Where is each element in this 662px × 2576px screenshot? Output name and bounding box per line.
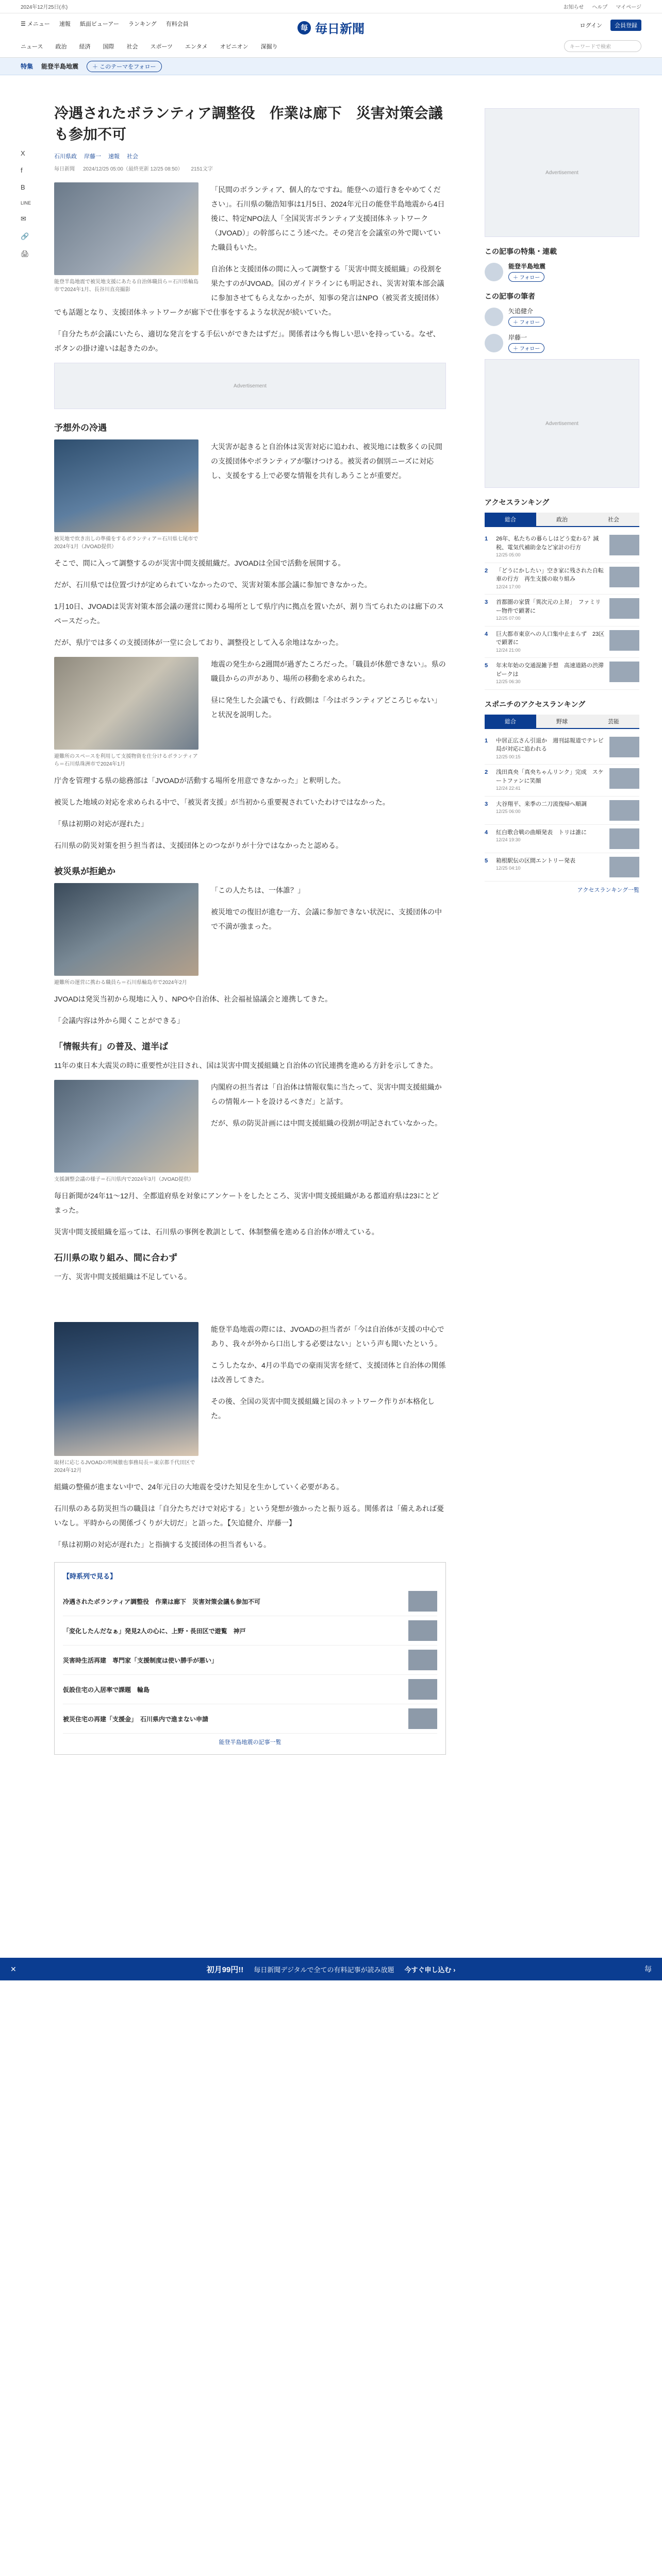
- photo-caption: 避難所のスペースを利用して支援物資を仕分けるボランティアら＝石川県珠洲市で2024年1月: [54, 754, 198, 768]
- byline-tag[interactable]: 石川県政: [54, 154, 77, 160]
- nav-item[interactable]: 深掘り: [260, 43, 278, 50]
- article-paragraph: 毎日新聞が24年11〜12月、全都道府県を対象にアンケートをしたところ、災害中間支援組織がある都道府県は23にとどまった。: [54, 1192, 439, 1215]
- nav-item[interactable]: 政治: [55, 43, 67, 50]
- article-paragraph: 「県は初期の対応が遅れた」と指摘する支援団体の担当者もいる。: [54, 1540, 271, 1549]
- facebook-share-icon[interactable]: f: [21, 166, 23, 174]
- photo-caption: 被災地で炊き出しの準備をするボランティア＝石川県七尾市で2024年1月（JVOAD提供）: [54, 536, 198, 550]
- article-paragraph: 「自分たちが会議にいたら、適切な発言をする手伝いができたはずだ」。関係者は今も悔しい思いを持っている。なぜ、ボタンの掛け違いは起きたのか。: [54, 330, 440, 353]
- banner-price: 初月99円!!: [206, 1965, 244, 1974]
- topic-thumb: [485, 263, 503, 281]
- byline: [54, 152, 446, 160]
- nav-link[interactable]: 有料会員: [166, 21, 189, 27]
- nav-item[interactable]: スポーツ: [150, 43, 173, 50]
- ranking-thumb: [609, 737, 639, 757]
- series-title: 【時系列で見る】: [63, 1572, 117, 1581]
- print-icon[interactable]: 🖨: [21, 250, 29, 258]
- article-paragraph: 「民間のボランティア、個人的なですね。能登への道行きをやめてください」。石川県の馳浩知事は1月5日、2024年元日の能登半島地震から4日後に、特定NPO法人「全国災害ボランティア支援団体ネットワーク（JVOAD）」の幹部らにこう述べた。その発言を会議室の外で聞いていた職員もいた。: [211, 185, 445, 252]
- article-paragraph: 石川県のある防災担当の職員は「自分たちだけで対応する」という発想が強かったと振り返る。関係者は「備えあれば憂いなし。平時からの関係づくりが大切だ」と語った。【矢追健介、岸藤一】: [54, 1504, 444, 1528]
- ranking-thumb: [609, 800, 639, 821]
- series-item[interactable]: 仮設住宅の入居率で課題 輪島: [63, 1675, 437, 1704]
- ranking-thumb: [609, 662, 639, 682]
- close-icon[interactable]: ✕: [10, 1964, 16, 1973]
- nav-item[interactable]: 社会: [126, 43, 138, 50]
- nav-item[interactable]: 経済: [79, 43, 91, 50]
- sports-ranking-heading: スポニチのアクセスランキング: [485, 700, 586, 708]
- article-photo[interactable]: [54, 657, 198, 750]
- topbar-link[interactable]: マイページ: [616, 5, 641, 10]
- series-item[interactable]: 冷遇されたボランティア調整役 作業は廊下 災害対策会議も参加不可: [63, 1587, 437, 1616]
- avatar: [485, 334, 503, 352]
- char-count: 2151文字: [191, 166, 213, 173]
- article-paragraph: 「この人たちは、一体誰？」: [211, 886, 305, 895]
- ranking-item[interactable]: 3 首都圏の家賃「異次元の上昇」 ファミリー物件で顕著に 12/25 07:00: [485, 595, 639, 626]
- series-item[interactable]: 災害時生活再建 専門家「支援制度は使い勝手が悪い」: [63, 1646, 437, 1675]
- article-main: [54, 103, 446, 1755]
- hamburger-icon: ☰: [21, 21, 26, 27]
- section-heading: 石川県の取り組み、間に合わず: [54, 1253, 178, 1263]
- nav-item[interactable]: ニュース: [21, 43, 43, 50]
- tab-society[interactable]: 社会: [588, 513, 639, 526]
- ranking-item[interactable]: 2 浅田真央「真央ちゃんリンク」完成 スケートファンに笑顔 12/24 22:41: [485, 765, 639, 796]
- article-paragraph: JVOADは発災当初から現地に入り、NPOや自治体、社会福祉協議会と連携してきた。: [54, 995, 333, 1004]
- article-paragraph: 石川県の防災対策を担う担当者は、支援団体とのつながりが十分ではなかったと認める。: [54, 841, 343, 850]
- article-paragraph: 庁舎を管理する県の総務部は「JVOADが活動する場所を用意できなかった」と釈明した。: [54, 776, 345, 785]
- ranking-more-link[interactable]: アクセスランキング一覧: [577, 887, 639, 893]
- byline-tag[interactable]: 速報: [108, 154, 120, 160]
- topbar-link[interactable]: ヘルプ: [592, 5, 608, 10]
- series-thumb: [408, 1591, 437, 1612]
- nav-item[interactable]: 国際: [103, 43, 114, 50]
- series-thumb: [408, 1679, 437, 1700]
- article-paragraph: 内閣府の担当者は「自治体は情報収集に当たって、災害中間支援組織からの情報ルートを設けるべきだ」と話す。: [211, 1083, 442, 1106]
- feature-bar: [0, 58, 662, 75]
- series-more-link[interactable]: 能登半島地震の記事一覧: [219, 1739, 282, 1746]
- ranking-item[interactable]: 4 紅白歌合戦の曲順発表 トリは誰に 12/24 19:30: [485, 825, 639, 853]
- article-paragraph: 11年の東日本大震災の時に重要性が注目され、国は災害中間支援組織と自治体の官民連携を進める方針を示してきた。: [54, 1061, 438, 1070]
- section-heading: 予想外の冷遇: [54, 423, 107, 433]
- article-figure: [54, 1322, 198, 1475]
- banner-cta[interactable]: 今すぐ申し込む ›: [404, 1965, 456, 1974]
- top-utility-bar: [0, 0, 662, 13]
- search-input[interactable]: キーワードで検索: [564, 40, 641, 52]
- ranking-heading: アクセスランキング: [485, 498, 550, 506]
- ranking-item[interactable]: 2 「どうにかしたい」空き家に残された自転車の行方 再生支援の取り組み 12/24 17:00: [485, 563, 639, 595]
- ad-slot[interactable]: Advertisement: [485, 359, 639, 488]
- section-heading: 被災県が拒絶か: [54, 867, 115, 877]
- series-timeline: [54, 1562, 446, 1755]
- article-photo[interactable]: [54, 439, 198, 532]
- ad-slot[interactable]: Advertisement: [54, 363, 446, 409]
- nav-link[interactable]: 紙面ビューアー: [79, 21, 119, 27]
- article-paragraph: だが、県庁では多くの支援団体が一堂に会しており、調整役として入る余地はなかった。: [54, 638, 343, 647]
- tab-entertainment[interactable]: 芸能: [588, 715, 639, 728]
- mainichi-mark-icon: 毎: [644, 1965, 652, 1973]
- nav-link[interactable]: ランキング: [128, 21, 157, 27]
- ranking-item[interactable]: 3 大谷翔平、来季の二刀流復帰へ順調 12/25 06:00: [485, 796, 639, 825]
- article-paragraph: そこで、間に入って調整するのが災害中間支援組織だ。JVOADは全国で活動を展開する。: [54, 559, 345, 568]
- photo-caption: 避難所の運営に携わる職員ら＝石川県輪島市で2024年2月: [54, 980, 187, 986]
- banner-text: 毎日新聞デジタルで全ての有料記事が読み放題: [254, 1965, 394, 1974]
- follow-topic-button[interactable]: ＋ このテーマをフォロー: [87, 61, 162, 72]
- article-paragraph: 「会議内容は外から聞くことができる」: [54, 1016, 184, 1025]
- site-logo[interactable]: 毎 毎日新聞: [297, 19, 365, 37]
- follow-section-heading: この記事の特集・連載: [485, 247, 557, 256]
- photo-caption: 支援調整会議の様子＝石川県内で2024年3月（JVOAD提供）: [54, 1177, 194, 1183]
- byline-tag[interactable]: 社会: [127, 154, 138, 160]
- article-paragraph: 大災害が起きると自治体は災害対応に追われ、被災地には数多くの民間の支援団体やボランティアが駆けつける。被災者の個別ニーズに対応し、支援をする上で必要な情報を共有しあうことが重要だ。: [211, 443, 442, 480]
- tab-politics[interactable]: 政治: [536, 513, 588, 526]
- tab-baseball[interactable]: 野球: [536, 715, 588, 728]
- nav-item[interactable]: オピニオン: [220, 43, 249, 50]
- article-paragraph: 自治体と支援団体の間に入って調整する「災害中間支援組織」の役割を果たすのがJVOAD。国のガイドラインにも明記され、災害対策本部会議に参加させてもらえなかったが、知事の発言はNPO（被災者支援団体）でも話題となり、支援団体ネットワークが廊下で仕事をするような状況が続いていた。: [54, 265, 444, 317]
- sports-ranking-tabs: [485, 715, 639, 729]
- article-figure: [54, 657, 198, 768]
- mail-share-icon[interactable]: ✉: [21, 215, 26, 223]
- article-figure: [54, 182, 198, 294]
- article-paragraph: 能登半島地震の際には、JVOADの担当者が「今は自治体が支援の中心であり、我々が外から口出しする必要はない」という声も聞いたという。: [211, 1325, 444, 1348]
- avatar: [485, 308, 503, 326]
- writer-section-heading: この記事の筆者: [485, 292, 535, 300]
- byline-tag[interactable]: 岸藤一: [84, 154, 101, 160]
- follow-button[interactable]: ＋ フォロー: [508, 272, 544, 282]
- ranking-thumb: [609, 567, 639, 587]
- article-paragraph: 災害中間支援組織を巡っては、石川県の事例を教訓として、体制整備を進める自治体が増えている。: [54, 1228, 379, 1236]
- article-paragraph: 地震の発生から2週間が過ぎたころだった。「職員が休憩できない」。県の職員からの声があり、場所の移動を求められた。: [211, 660, 446, 683]
- login-link[interactable]: ログイン: [580, 23, 602, 29]
- publish-date: 2024/12/25 05:00（最終更新 12/25 08:50）: [83, 166, 183, 173]
- subscription-banner[interactable]: [0, 1958, 662, 1980]
- topbar-link[interactable]: お知らせ: [563, 5, 584, 10]
- nav-item[interactable]: エンタメ: [185, 43, 208, 50]
- ranking-item[interactable]: 1 中居正広さん引退か 週刊誌報道でテレビ局が対応に追われる 12/25 00:15: [485, 733, 639, 765]
- writer-item: 岸藤一 ＋ フォロー: [485, 333, 639, 353]
- article-paragraph: だが、石川県では位置づけが定められていなかったので、災害対策本部会議に参加できなかった。: [54, 581, 372, 589]
- logo-mark-icon: 毎: [297, 21, 311, 35]
- article-photo[interactable]: [54, 1080, 198, 1173]
- article-paragraph: 昼に発生した会議でも、行政側は「今はボランティアどころじゃない」と状況を説明した。: [211, 696, 441, 719]
- series-item[interactable]: 被災住宅の再建「支援金」 石川県内で進まない申請: [63, 1704, 437, 1734]
- pull-quote: 「県は初期の対応が遅れた」: [54, 820, 148, 828]
- article-photo[interactable]: [54, 182, 198, 275]
- menu-button[interactable]: ☰ メニュー: [21, 21, 50, 27]
- article-figure: [54, 439, 198, 551]
- tab-overall[interactable]: 総合: [485, 513, 536, 526]
- series-thumb: [408, 1650, 437, 1670]
- tab-sports-overall[interactable]: 総合: [485, 715, 536, 728]
- site-header: [0, 13, 662, 58]
- x-share-icon[interactable]: X: [21, 149, 25, 157]
- follow-button[interactable]: ＋ フォロー: [508, 343, 544, 353]
- ad-slot[interactable]: Advertisement: [485, 108, 639, 237]
- nav-link[interactable]: 速報: [59, 21, 71, 27]
- article-figure: [54, 1080, 198, 1183]
- share-toolbar: [21, 149, 31, 258]
- article-paragraph: 被災した地域の対応を求められる中で、「被災者支援」が当初から重要視されていたわけではなかった。: [54, 798, 390, 807]
- article-paragraph: だが、県の防災計画には中間支援組織の役割が明記されていなかった。: [211, 1119, 442, 1128]
- photo-caption: 能登半島地震で被災地支援にあたる自治体職員ら＝石川県輪島市で2024年1月、長谷川直亮撮影: [54, 279, 198, 293]
- line-share-icon[interactable]: LINE: [21, 200, 31, 206]
- article-paragraph: 被災地での復旧が進む一方、会議に参加できない状況に、支援団体の中で不満が強まった。: [211, 908, 442, 931]
- article-paragraph: こうしたなか、4月の半島での豪雨災害を経て、支援団体と自治体の関係は改善してきた。: [211, 1361, 446, 1384]
- ranking-thumb: [609, 630, 639, 651]
- ranking-item[interactable]: 4 巨大都市東京への人口集中止まらず 23区で顕著に 12/24 21:00: [485, 626, 639, 658]
- feature-tag: 特集: [21, 63, 34, 70]
- ranking-item[interactable]: 1 26年、私たちの暮らしはどう変わる？減税、電気代補助金など家計の行方 12/25 05:00: [485, 531, 639, 563]
- photo-caption: 取材に応じるJVOADの明城徹也事務局長＝東京都千代田区で2024年12月: [54, 1460, 195, 1474]
- article-paragraph: 組織の整備が進まない中で、24年元日の大地震を受けた知見を生かしていく必要がある。: [54, 1483, 344, 1492]
- article-paragraph: 一方、災害中間支援組織は不足している。: [54, 1273, 191, 1281]
- ranking-thumb: [609, 598, 639, 619]
- ranking-tabs: [485, 513, 639, 527]
- article-paragraph: 1月10日、JVOADは災害対策本部会議の運営に関わる場所として県庁内に拠点を置いたが、割り当てられたのは廊下のスペースだった。: [54, 602, 444, 625]
- series-thumb: [408, 1708, 437, 1729]
- article-photo[interactable]: [54, 1322, 198, 1456]
- copy-link-icon[interactable]: 🔗: [21, 232, 29, 240]
- right-sidebar: [485, 103, 639, 894]
- ranking-thumb: [609, 535, 639, 555]
- follow-button[interactable]: ＋ フォロー: [508, 317, 544, 327]
- ranking-item[interactable]: 5 箱根駅伝の区間エントリー発表 12/25 04:10: [485, 853, 639, 882]
- ranking-thumb: [609, 828, 639, 849]
- hatena-share-icon[interactable]: B: [21, 183, 25, 191]
- series-item[interactable]: 「変化したんだなぁ」発見2人の心に、上野・長田区で遊覧 神戸: [63, 1616, 437, 1646]
- register-button[interactable]: 会員登録: [610, 20, 641, 31]
- article-figure: [54, 883, 198, 987]
- series-thumb: [408, 1620, 437, 1641]
- article-photo[interactable]: [54, 883, 198, 976]
- follow-item: 能登半島地震 ＋ フォロー: [485, 262, 639, 282]
- ranking-thumb: [609, 857, 639, 877]
- article-paragraph: その後、全国の災害中間支援組織と国のネットワーク作りが本格化した。: [211, 1397, 435, 1420]
- feature-topic-link[interactable]: 能登半島地震: [41, 63, 79, 70]
- article-meta: 毎日新聞 2024/12/25 05:00（最終更新 12/25 08:50） 2151文字: [54, 164, 446, 172]
- section-heading: 「情報共有」の普及、道半ば: [54, 1042, 168, 1052]
- ranking-item[interactable]: 5 年末年始の交通混雑予想 高速道路の渋滞ピークは 12/25 06:30: [485, 658, 639, 690]
- writer-item: 矢追健介 ＋ フォロー: [485, 307, 639, 327]
- article-title: 冷遇されたボランティア調整役 作業は廊下 災害対策会議も参加不可: [54, 105, 443, 142]
- ranking-thumb: [609, 768, 639, 789]
- current-date: 2024年12月25日(水): [21, 5, 68, 10]
